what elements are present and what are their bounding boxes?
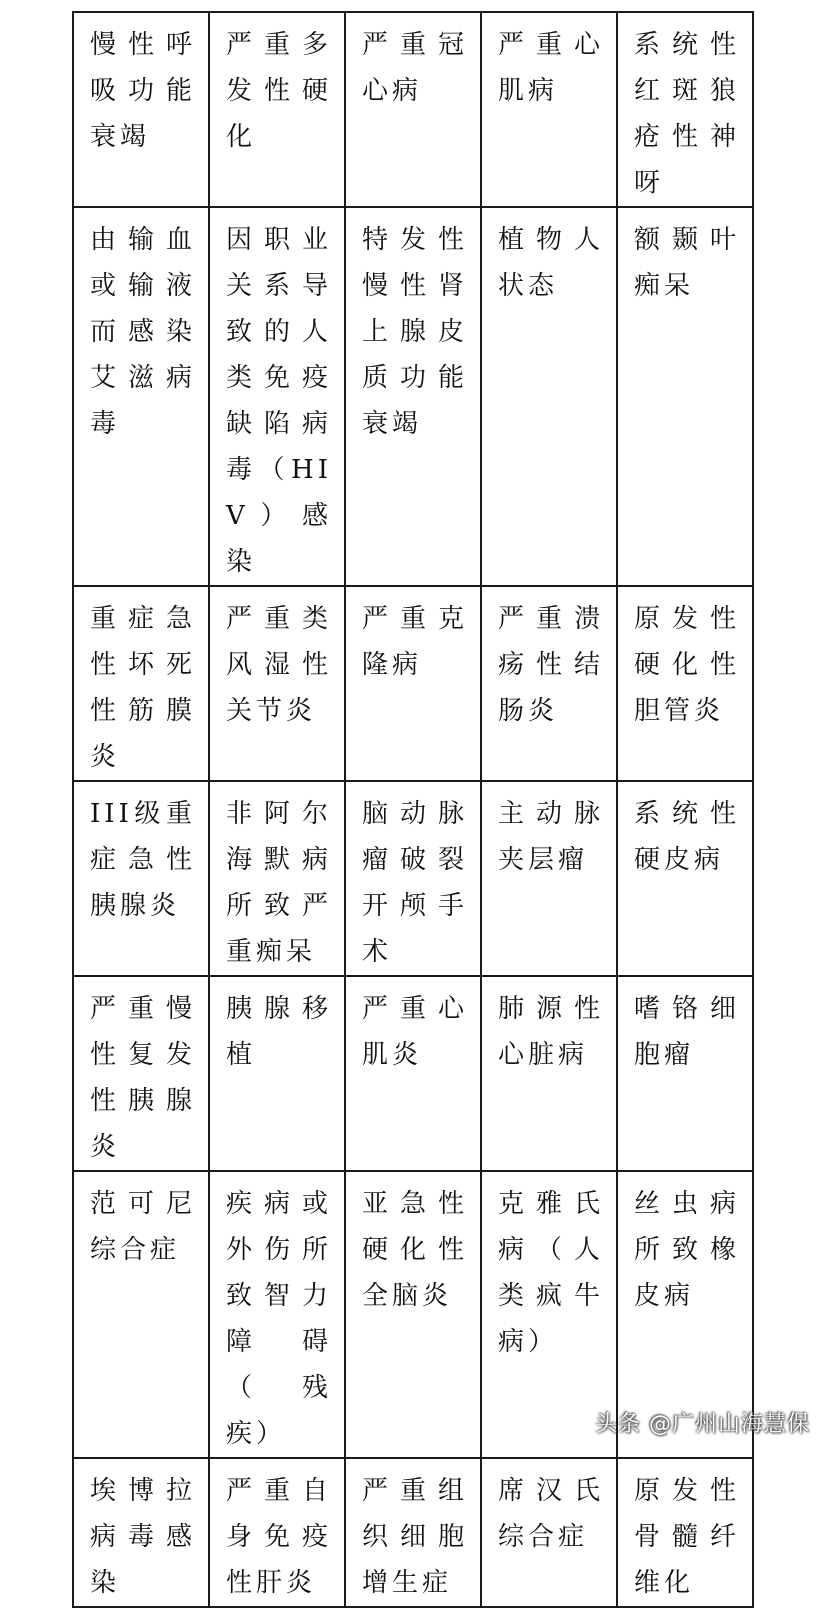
table-row [73,976,753,1171]
table-row [73,781,753,976]
table-cell: 埃博拉病毒感染 [73,1458,209,1607]
table-cell: III级重症急性胰腺炎 [73,781,209,976]
table-cell: 严重多发性硬化 [209,12,345,207]
table-cell: 植物人状态 [481,207,617,586]
table-cell: 范可尼综合症 [73,1171,209,1458]
table-cell: 原发性骨髓纤维化 [617,1458,753,1607]
table-cell: 严重心肌炎 [345,976,481,1171]
table-cell: 严重克隆病 [345,586,481,781]
table-cell: 慢性呼吸功能衰竭 [73,12,209,207]
table-cell: 原发性硬化性胆管炎 [617,586,753,781]
table-cell: 主动脉夹层瘤 [481,781,617,976]
table-row [73,1458,753,1607]
disease-table [72,11,754,1608]
table-cell: 重症急性坏死性筋膜炎 [73,586,209,781]
table-cell: 系统性红斑狼疮性神呀 [617,12,753,207]
table-cell: 肺源性心脏病 [481,976,617,1171]
table-cell: 严重类风湿性关节炎 [209,586,345,781]
table-cell: 严重溃疡性结肠炎 [481,586,617,781]
table-cell: 脑动脉瘤破裂开颅手术 [345,781,481,976]
table-row [73,586,753,781]
table-cell: 胰腺移植 [209,976,345,1171]
table-cell: 额颞叶痴呆 [617,207,753,586]
table-cell: 丝虫病所致橡皮病 [617,1171,753,1458]
watermark: 头条 @广州山海慧保 [595,1412,810,1437]
table-cell: 嗜铬细胞瘤 [617,976,753,1171]
table-cell: 系统性硬皮病 [617,781,753,976]
table-cell: 席汉氏综合症 [481,1458,617,1607]
table-cell: 严重心肌病 [481,12,617,207]
table-cell: 由输血或输液而感染艾滋病毒 [73,207,209,586]
table-cell: 严重组织细胞增生症 [345,1458,481,1607]
table-cell: 因职业关系导致的人类免疫缺陷病毒（HIV）感染 [209,207,345,586]
table-cell: 亚急性硬化性全脑炎 [345,1171,481,1458]
table-cell: 严重慢性复发性胰腺炎 [73,976,209,1171]
table-row [73,12,753,207]
table-cell: 克雅氏病（人类疯牛病） [481,1171,617,1458]
table-cell: 特发性慢性肾上腺皮质功能衰竭 [345,207,481,586]
table-cell: 严重自身免疫性肝炎 [209,1458,345,1607]
table-row [73,207,753,586]
table-cell: 非阿尔海默病所致严重痴呆 [209,781,345,976]
table-body [73,12,753,1607]
table-cell: 严重冠心病 [345,12,481,207]
table-cell: 疾病或外伤所致智力障碍（残疾） [209,1171,345,1458]
